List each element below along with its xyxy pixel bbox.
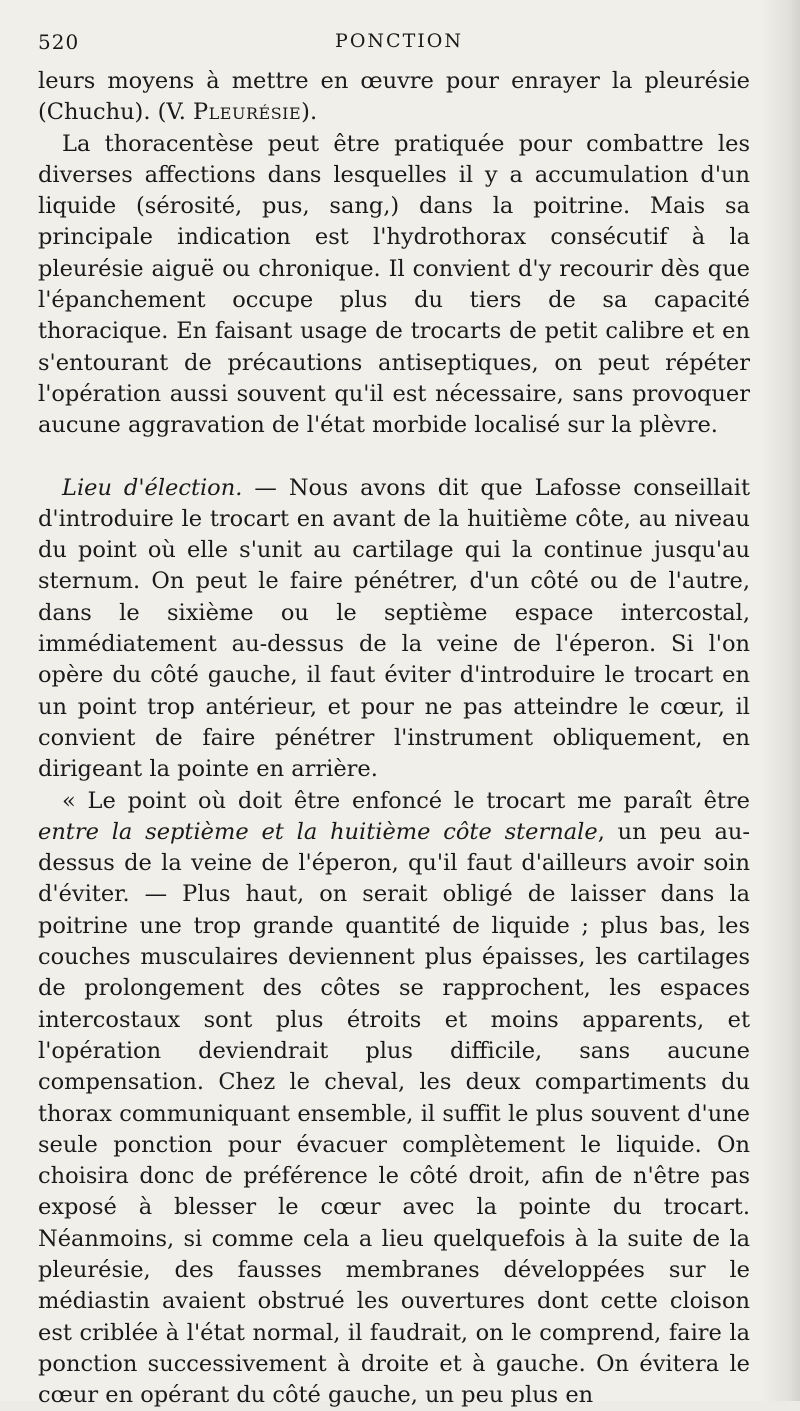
paragraph-text: leurs moyens à mettre en œuvre pour enrayer la pleurésie (Chuchu). (V. bbox=[38, 68, 750, 126]
paragraph-thoracentese: La thoracentèse peut être pratiquée pour combattre les diverses affections dans lesquelles il y a accumulation d'un liquide (sérosité, pus, sang,) dans la poitrine. Mais sa principale indication est l'hydrothorax consécutif à la pleurésie aiguë ou chronique. Il convient d'y recourir dès que l'épanchement occupe plus du tiers de sa capacité thoracique. En faisant usage de trocarts de petit calibre et en s'entourant de précautions antiseptiques, on peut répéter l'opération aussi souvent qu'il est nécessaire, sans provoquer aucune aggravation de l'état morbide localisé sur la plèvre. bbox=[38, 130, 750, 439]
paragraph-text: ). bbox=[301, 99, 318, 126]
paragraph-text: , un peu au-dessus de la veine de l'éperon, qu'il faut d'ailleurs avoir soin d'éviter. — Plus haut, on serait obligé de laisser dans la poitrine une trop grande quantité de liquide ; plus bas, les couches musculaires deviennent plus épaisses, les cartilages de prolongement des côtes se rapprochent, les espaces intercostaux sont plus étroits et moins apparents, et l'opération deviendrait plus difficile, sans aucune compensation. Chez le cheval, les deux compartiments du thorax communiquant ensemble, il suffit le plus souvent d'une seule ponction pour évacuer complètement le liquide. On choisira donc de préférence le côté droit, afin de n'être pas exposé à blesser le cœur avec la pointe du trocart. Néanmoins, si comme cela a lieu quelquefois à la suite de la pleurésie, des fausses membranes développées sur le médiastin avaient obstrué les ouvertures dont cette cloison est criblée à l'état normal, il faudrait, on le comprend, faire la ponction successivement à droite et à gauche. On évitera le cœur en opérant du côté gauche, un peu plus en bbox=[38, 818, 751, 1409]
body-text bbox=[38, 66, 750, 1411]
running-title: PONCTION bbox=[335, 30, 463, 52]
paragraph-text: « Le point où doit être enfoncé le trocart me paraît être bbox=[62, 787, 750, 814]
cross-reference: Pleurésie bbox=[193, 99, 302, 126]
page-edge-shadow bbox=[760, 0, 800, 1401]
paragraph-lieu-election bbox=[38, 473, 750, 786]
section-heading: Lieu d'élection. bbox=[62, 474, 243, 501]
italic-phrase: entre la septième et la huitième côte sternale bbox=[38, 818, 598, 845]
paragraph-continuation bbox=[38, 66, 750, 129]
paragraph-text: — Nous avons dit que Lafosse conseillait d'introduire le trocart en avant de la huitième côte, au niveau du point où elle s'unit au cartilage qui la continue jusqu'au sternum. On peut le faire pénétrer, d'un côté ou de l'autre, dans le sixième ou le septième espace intercostal, immédiatement au-dessus de la veine de l'éperon. Si l'on opère du côté gauche, il faut éviter d'introduire le trocart en un point trop antérieur, et pour ne pas atteindre le cœur, il convient de faire pénétrer l'instrument obliquement, en dirigeant la pointe en arrière. bbox=[38, 474, 750, 783]
page-header bbox=[38, 30, 760, 60]
page-number: 520 bbox=[38, 30, 80, 54]
paragraph-quotation bbox=[38, 786, 750, 1411]
